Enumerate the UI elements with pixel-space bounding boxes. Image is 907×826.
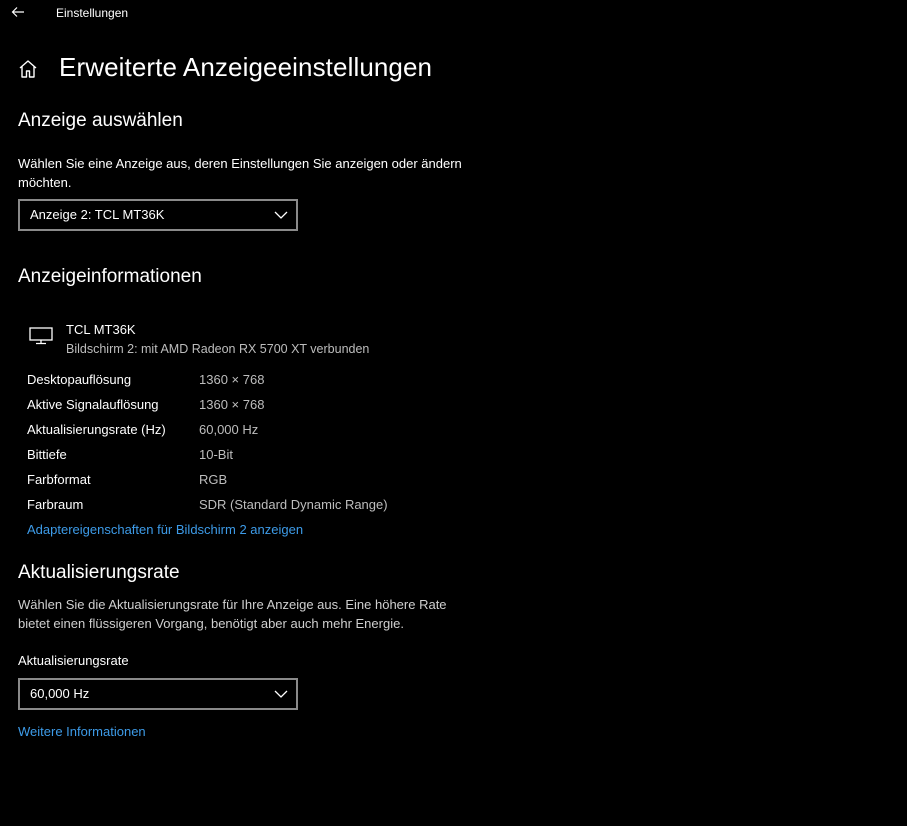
info-value: RGB	[199, 472, 228, 487]
page-title: Erweiterte Anzeigeeinstellungen	[59, 52, 433, 82]
info-value: 1360 × 768	[199, 372, 265, 387]
more-info-link[interactable]: Weitere Informationen	[18, 724, 146, 739]
back-arrow-icon	[11, 6, 25, 18]
info-value: 10-Bit	[199, 447, 233, 462]
info-label: Aktive Signalauflösung	[27, 397, 159, 412]
title-bar	[0, 0, 907, 26]
refresh-rate-field-label: Aktualisierungsrate	[18, 653, 129, 668]
select-display-description: Wählen Sie eine Anzeige aus, deren Einstellungen Sie anzeigen oder ändern möchten.	[18, 156, 462, 190]
info-row-active-signal-resolution	[27, 397, 487, 417]
info-row-bit-depth	[27, 447, 487, 467]
display-info-heading: Anzeigeinformationen	[18, 266, 202, 287]
back-button[interactable]	[9, 4, 27, 20]
refresh-rate-dropdown[interactable]	[18, 678, 298, 710]
info-row-desktop-resolution	[27, 372, 487, 392]
home-icon	[17, 58, 39, 80]
app-title: Einstellungen	[56, 6, 129, 20]
info-label: Bittiefe	[27, 447, 67, 462]
display-select-value: Anzeige 2: TCL MT36K	[30, 207, 165, 222]
info-row-refresh-rate	[27, 422, 487, 442]
refresh-rate-heading: Aktualisierungsrate	[18, 562, 180, 583]
info-value: 60,000 Hz	[199, 422, 259, 437]
monitor-subtitle: Bildschirm 2: mit AMD Radeon RX 5700 XT verbunden	[66, 342, 370, 356]
adapter-properties-link[interactable]: Adaptereigenschaften für Bildschirm 2 anzeigen	[27, 522, 304, 537]
info-label: Aktualisierungsrate (Hz)	[27, 422, 166, 437]
monitor-icon	[29, 327, 53, 345]
monitor-name: TCL MT36K	[66, 322, 136, 337]
display-select-dropdown[interactable]	[18, 199, 298, 231]
info-row-color-space	[27, 497, 487, 517]
info-label: Farbraum	[27, 497, 84, 512]
home-button[interactable]	[17, 58, 39, 80]
chevron-down-icon	[274, 689, 288, 699]
info-label: Farbformat	[27, 472, 91, 487]
select-display-heading: Anzeige auswählen	[18, 110, 183, 131]
info-value: SDR (Standard Dynamic Range)	[199, 497, 388, 512]
refresh-rate-value: 60,000 Hz	[30, 686, 90, 701]
refresh-rate-description: Wählen Sie die Aktualisierungsrate für Ihre Anzeige aus. Eine höhere Rate bietet einen flüssigeren Vorgang, benötigt aber auch mehr Energie.	[18, 597, 447, 631]
chevron-down-icon	[274, 210, 288, 220]
info-value: 1360 × 768	[199, 397, 265, 412]
info-label: Desktopauflösung	[27, 372, 132, 387]
info-row-color-format	[27, 472, 487, 492]
